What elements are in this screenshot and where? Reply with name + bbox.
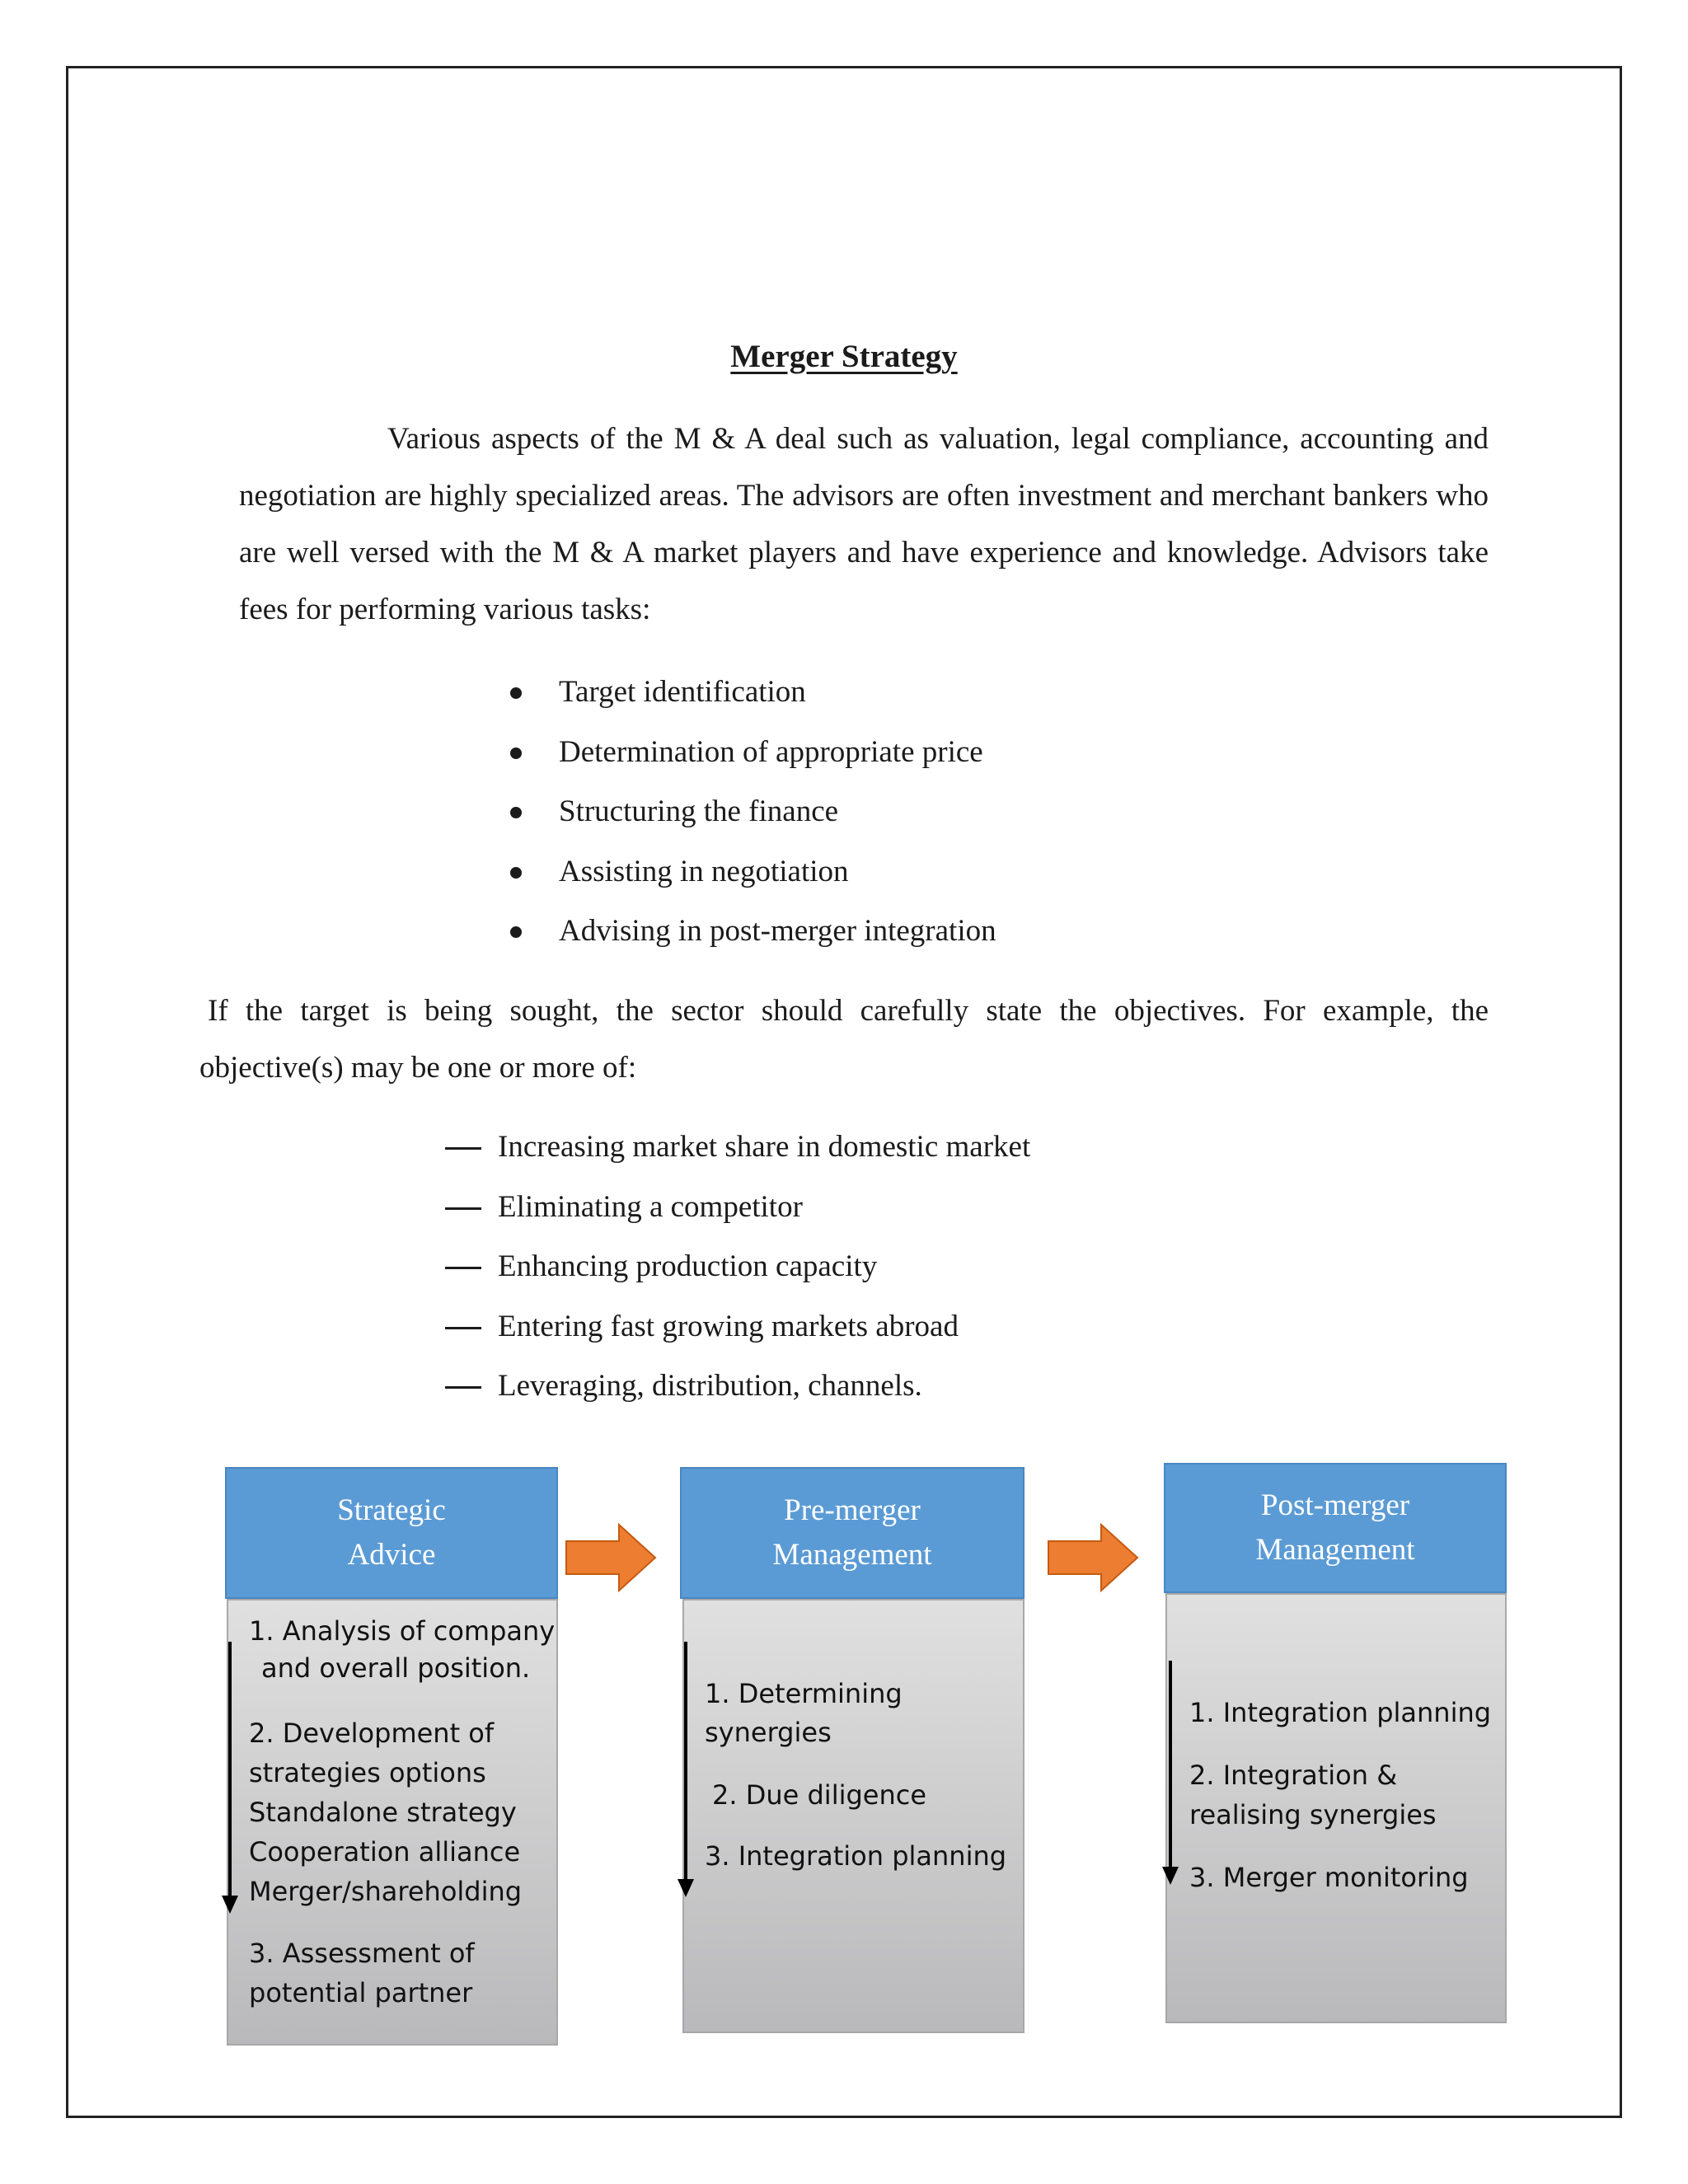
list-item: Target identification [495,663,996,723]
objectives-list [445,1118,1030,1417]
down-arrow-icon [678,1879,694,1897]
down-arrow-icon [222,1896,238,1914]
list-item: Increasing market share in domestic market [445,1118,1030,1178]
bullet-icon [510,807,522,818]
objectives-paragraph: If the target is being sought, the sector should carefully state the objectives. For example, the objective(s) may be one or more of: [199,994,1489,1085]
flow-line [1169,1661,1172,1868]
list-item: Advising in post-merger integration [495,902,996,962]
dash-icon [445,1327,481,1329]
flow-arrow-icon [1047,1523,1139,1592]
post-merger-header: Post-merger Management [1164,1463,1507,1593]
dash-icon [445,1147,481,1150]
dash-icon [445,1386,481,1389]
list-item: Determination of appropriate price [495,723,996,783]
post-merger-body: 1. Integration planning 2. Integration & realising synergies 3. Merger monitoring [1165,1593,1507,2023]
list-item: Eliminating a competitor [445,1178,1030,1238]
bullet-icon [510,867,522,879]
list-item: Leveraging, distribution, channels. [445,1357,1030,1417]
flow-line [684,1642,687,1881]
flow-line [228,1642,232,1897]
dash-icon [445,1267,481,1269]
intro-paragraph: Various aspects of the M & A deal such as valuation, legal compliance, accounting and negotiation are highly specialized areas. The advisors are often investment and merchant bankers who are well versed with the M & A market players and have experience and knowledge. Advisors take fees for performing various tasks: [239,422,1489,626]
list-item: Structuring the finance [495,782,996,842]
list-item: Enhancing production capacity [445,1237,1030,1297]
page-title: Merger Strategy [730,339,958,374]
list-item: Entering fast growing markets abroad [445,1297,1030,1357]
strategic-advice-header: Strategic Advice [225,1467,558,1599]
bullet-icon [510,748,522,759]
pre-merger-header: Pre-merger Management [680,1467,1025,1599]
dash-icon [445,1207,481,1210]
flow-arrow-icon [565,1523,657,1592]
list-item: Assisting in negotiation [495,842,996,902]
pre-merger-body: 1. Determining synergies 2. Due diligence 3. Integration planning [682,1599,1025,2033]
advisor-tasks-list [495,663,996,962]
strategic-advice-body: 1. Analysis of company and overall position. 2. Development of strategies options Standalone strategy Cooperation alliance Merger/shareholding 3. Assessment of potential partner [227,1599,558,2046]
bullet-icon [510,926,522,938]
down-arrow-icon [1162,1867,1179,1885]
bullet-icon [510,687,522,699]
